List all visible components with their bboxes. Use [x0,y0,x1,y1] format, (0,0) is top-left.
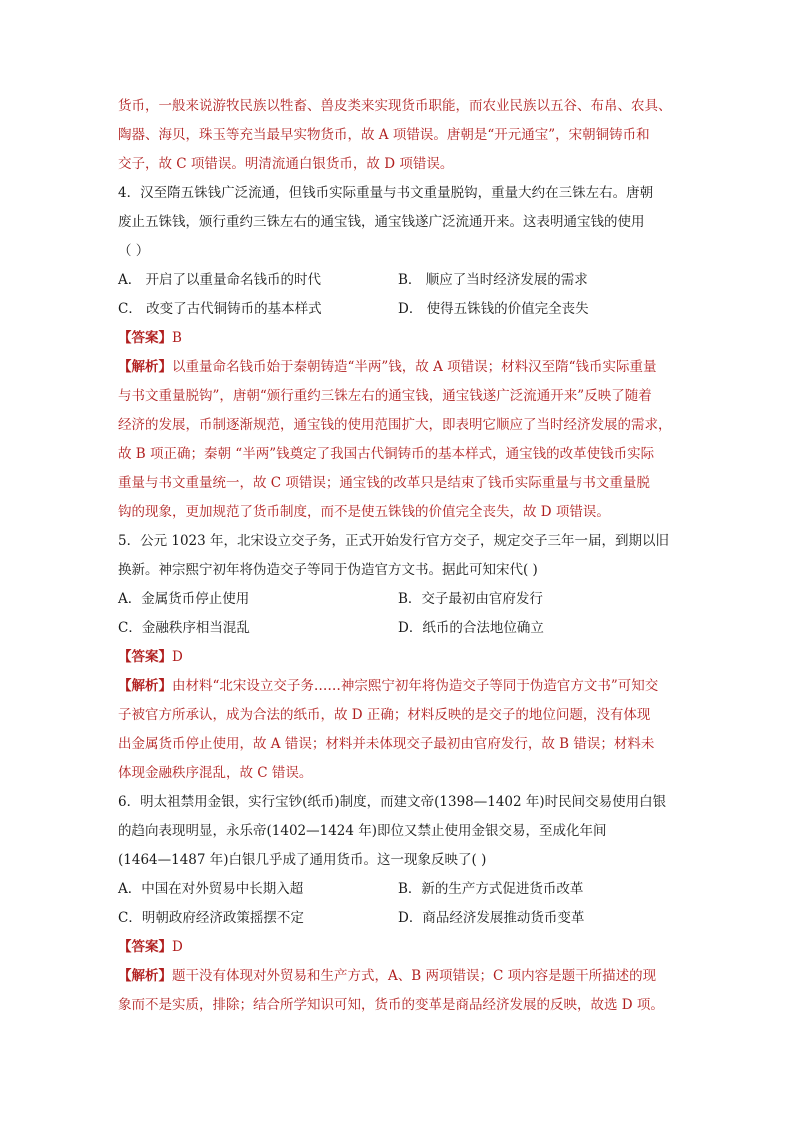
question-stem-line: 6．明太祖禁用金银，实行宝钞(纸币)制度，而建文帝(1398—1402 年)时民间交易使用白银 [118,794,667,810]
analysis-block [118,962,678,1020]
question-5 [118,527,678,788]
previous-explanation [118,92,678,179]
answer-tag: 【答案】 [118,939,172,955]
analysis-text: 由材料“北宋设立交子务……神宗熙宁初年将伪造交子等同于伪造官方文书”可知交 [172,678,659,694]
option-d: D． 使得五铢钱的价值完全丧失 [398,301,589,317]
option-d: D．纸币的合法地位确立 [398,620,544,636]
analysis-tag: 【解析】 [118,678,172,694]
options-row [118,295,678,324]
answer-value: B [172,330,182,346]
option-d: D．商品经济发展推动货币变革 [398,910,585,926]
analysis-tag: 【解析】 [118,359,172,375]
question-stem-line: 的趋向表现明显，永乐帝(1402—1424 年)即位又禁止使用金银交易，至成化年间 [118,823,607,839]
analysis-line: 经济的发展，币制逐渐规范，通宝钱的使用范围扩大，即表明它顺应了当时经济发展的需求， [118,417,672,433]
analysis-line: 故 B 项正确；秦朝 “半两”钱奠定了我国古代铜铸币的基本样式，通宝钱的改革使钱币实际 [118,446,655,462]
explanation-line: 交子，故 C 项错误。明清流通白银货币，故 D 项错误。 [118,156,454,172]
question-6 [118,788,678,1020]
analysis-text: 以重量命名钱币始于秦朝铸造“半两”钱，故 A 项错误；材料汉至隋“钱币实际重量 [172,359,657,375]
option-b: B．交子最初由官府发行 [398,591,543,607]
explanation-line: 货币，一般来说游牧民族以牲畜、兽皮类来实现货币职能，而农业民族以五谷、布帛、农具、 [118,98,672,114]
options-row [118,614,678,643]
document-page [118,92,678,1020]
analysis-line: 体现金融秩序混乱，故 C 错误。 [118,765,313,781]
option-c: C． 改变了古代铜铸币的基本样式 [118,301,322,317]
question-stem-line: (1464—1487 年)白银几乎成了通用货币。这一现象反映了( ) [118,852,487,868]
question-4 [118,179,678,527]
options-row [118,266,678,295]
answer-line [118,324,678,353]
answer-tag: 【答案】 [118,330,172,346]
analysis-text: 题干没有体现对外贸易和生产方式，A、B 两项错误；C 项内容是题干所描述的现 [172,968,657,984]
option-c: C．金融秩序相当混乱 [118,620,250,636]
question-stem-line: （ ） [118,243,150,259]
option-a: A．中国在对外贸易中长期入超 [118,881,304,897]
analysis-line: 象而不是实质，排除；结合所学知识可知，货币的变革是商品经济发展的反映，故选 D 项。 [118,997,664,1013]
analysis-line: 出金属货币停止使用，故 A 错误；材料并未体现交子最初由官府发行，故 B 错误；材料未 [118,736,655,752]
answer-tag: 【答案】 [118,649,172,665]
options-row [118,585,678,614]
analysis-line [118,962,678,991]
answer-line [118,933,678,962]
analysis-line: 与书文重量脱钩”，唐朝“颁行重约三铢左右的通宝钱，通宝钱遂广泛流通开来”反映了随着 [118,388,652,404]
question-stem-line: 废止五铢钱，颁行重约三铢左右的通宝钱，通宝钱遂广泛流通开来。这表明通宝钱的使用 [118,214,645,230]
answer-line [118,643,678,672]
options-row [118,904,678,933]
analysis-block [118,353,678,527]
analysis-line [118,672,678,701]
option-c: C．明朝政府经济政策摇摆不定 [118,910,304,926]
answer-value: D [172,939,183,955]
question-stem-line: 5．公元 1023 年，北宋设立交子务，正式开始发行官方交子，规定交子三年一届，到期以旧 [118,533,670,549]
question-stem-line: 4．汉至隋五铢钱广泛流通，但钱币实际重量与书文重量脱钩，重量大约在三铢左右。唐朝 [118,185,654,201]
option-a: A．金属货币停止使用 [118,591,250,607]
analysis-line: 钩的现象，更加规范了货币制度，而不是使五铢钱的价值完全丧失，故 D 项错误。 [118,504,610,520]
analysis-block [118,672,678,788]
answer-value: D [172,649,183,665]
option-a: A． 开启了以重量命名钱币的时代 [118,272,322,288]
options-row [118,875,678,904]
explanation-line: 陶器、海贝，珠玉等充当最早实物货币，故 A 项错误。唐朝是“开元通宝”，宋朝铜铸币和 [118,127,650,143]
analysis-line: 子被官方所承认，成为合法的纸币，故 D 正确；材料反映的是交子的地位问题，没有体现 [118,707,651,723]
analysis-tag: 【解析】 [118,968,172,984]
option-b: B． 顺应了当时经济发展的需求 [398,272,588,288]
option-b: B．新的生产方式促进货币改革 [398,881,584,897]
analysis-line [118,353,678,382]
question-stem-line: 换新。神宗熙宁初年将伪造交子等同于伪造官方文书。据此可知宋代( ) [118,562,538,578]
analysis-line: 重量与书文重量统一，故 C 项错误；通宝钱的改革只是结束了钱币实际重量与书文重量脱 [118,475,650,491]
